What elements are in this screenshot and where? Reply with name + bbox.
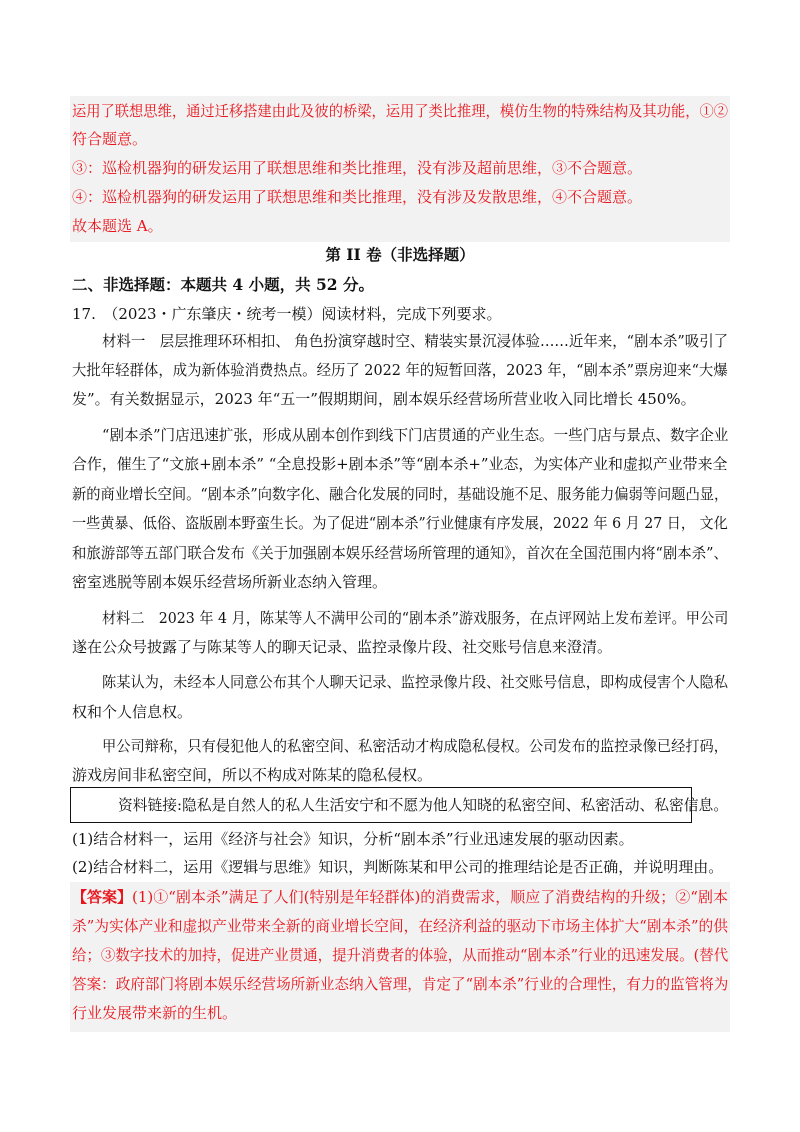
prev-answer-line: ③：巡检机器狗的研发运用了联想思维和类比推理，没有涉及超前思维，③不合题意。 (72, 159, 643, 177)
prev-answer-line: 故本题选 A。 (72, 217, 163, 235)
prev-answer-line: 运用了联想思维，通过迁移搭建由此及彼的桥梁，运用了类比推理，模仿生物的特殊结构及其功能，①② (72, 102, 728, 120)
answer-label: 【答案】 (72, 888, 133, 906)
material-line: 和旅游部等五部门联合发布《关于加强剧本娱乐经营场所管理的通知》，首次在全国范围内将“剧本杀”、 (72, 544, 728, 562)
answer-line: (1)①“剧本杀”满足了人们(特别是年轻群体)的消费需求，顺应了消费结构的升级；②“剧本 (132, 888, 728, 906)
material-line: 一些黄暴、低俗、盗版剧本野蛮生长。为了促进“剧本杀”行业健康有序发展，2022 年 6 月 27 日， 文化 (72, 514, 728, 532)
material-line: 遂在公众号披露了与陈某等人的聊天记录、监控录像片段、社交账号信息来澄清。 (72, 638, 613, 656)
answer-line: 给；③数字技术的加持，促进产业贯通，提升消费者的体验，从而推动“剧本杀”行业的迅速发展。(替代 (72, 946, 729, 964)
material-line: 权和个人信息权。 (72, 703, 193, 721)
sub-question: (2)结合材料二，运用《逻辑与思维》知识，判断陈某和甲公司的推理结论是否正确，并说明理由。 (72, 858, 724, 876)
material-line: 游戏房间非私密空间，所以不构成对陈某的隐私侵权。 (72, 766, 433, 784)
answer-line: 答案：政府部门将剧本娱乐经营场所新业态纳入管理，肯定了“剧本杀”行业的合理性，有力的监管将为 (72, 975, 729, 993)
section-heading: 二、非选择题：本题共 4 小题，共 52 分。 (72, 275, 374, 294)
material-line: 甲公司辩称，只有侵犯他人的私密空间、私密活动才构成隐私侵权。公司发布的监控录像已经打码， (102, 737, 729, 755)
material-line: 材料一 层层推理环环相扣、 角色扮演穿越时空、精装实景沉浸体验……近年来，“剧本杀”吸引了 (102, 332, 729, 350)
answer-line-first (72, 887, 728, 907)
material-line: 密室逃脱等剧本娱乐经营场所新业态纳入管理。 (72, 573, 388, 591)
sub-question: (1)结合材料一，运用《经济与社会》知识，分析“剧本杀”行业迅速发展的驱动因素。 (72, 830, 634, 848)
material-line: 发”。有关数据显示，2023 年“五一”假期期间，剧本娱乐经营场所营业收入同比增长 450%。 (72, 390, 696, 408)
answer-line: 杀”为实体产业和虚拟产业带来全新的商业增长空间，在经济利益的驱动下市场主体扩大“剧本杀”的供 (72, 917, 728, 935)
answer-line: 行业发展带来新的生机。 (72, 1004, 238, 1022)
material-line: “剧本杀”门店迅速扩张，形成从剧本创作到线下门店贯通的产业生态。一些门店与景点、数字企业 (102, 426, 729, 444)
material-line: 陈某认为，未经本人同意公布其个人聊天记录、监控录像片段、社交账号信息，即构成侵害个人隐私 (102, 673, 729, 691)
material-line: 合作，催生了“文旅+剧本杀” “全息投影+剧本杀”等“剧本杀+”业态，为实体产业和虚拟产业带来全 (72, 455, 728, 473)
prev-answer-line: ④：巡检机器狗的研发运用了联想思维和类比推理，没有涉及发散思维，④不合题意。 (72, 188, 643, 206)
prev-answer-line: 符合题意。 (72, 130, 148, 148)
info-box-text: 资料链接:隐私是自然人的私人生活安宁和不愿为他人知晓的私密空间、私密活动、私密信息。 (118, 796, 729, 814)
question-number-line: 17. （2023・广东肇庆・统考一模）阅读材料，完成下列要求。 (72, 305, 502, 323)
section-title: 第 II 卷（非选择题） (325, 245, 475, 264)
material-line: 大批年轻群体，成为新体验消费热点。经历了 2022 年的短暂回落，2023 年，“剧本杀”票房迎来“大爆 (72, 361, 728, 379)
material-line: 新的商业增长空间。“剧本杀”向数字化、融合化发展的同时，基础设施不足、服务能力偏弱等问题凸显， (72, 485, 729, 503)
material-line: 材料二 2023 年 4 月，陈某等人不满甲公司的“剧本杀”游戏服务，在点评网站上发布差评。甲公司 (102, 609, 729, 627)
